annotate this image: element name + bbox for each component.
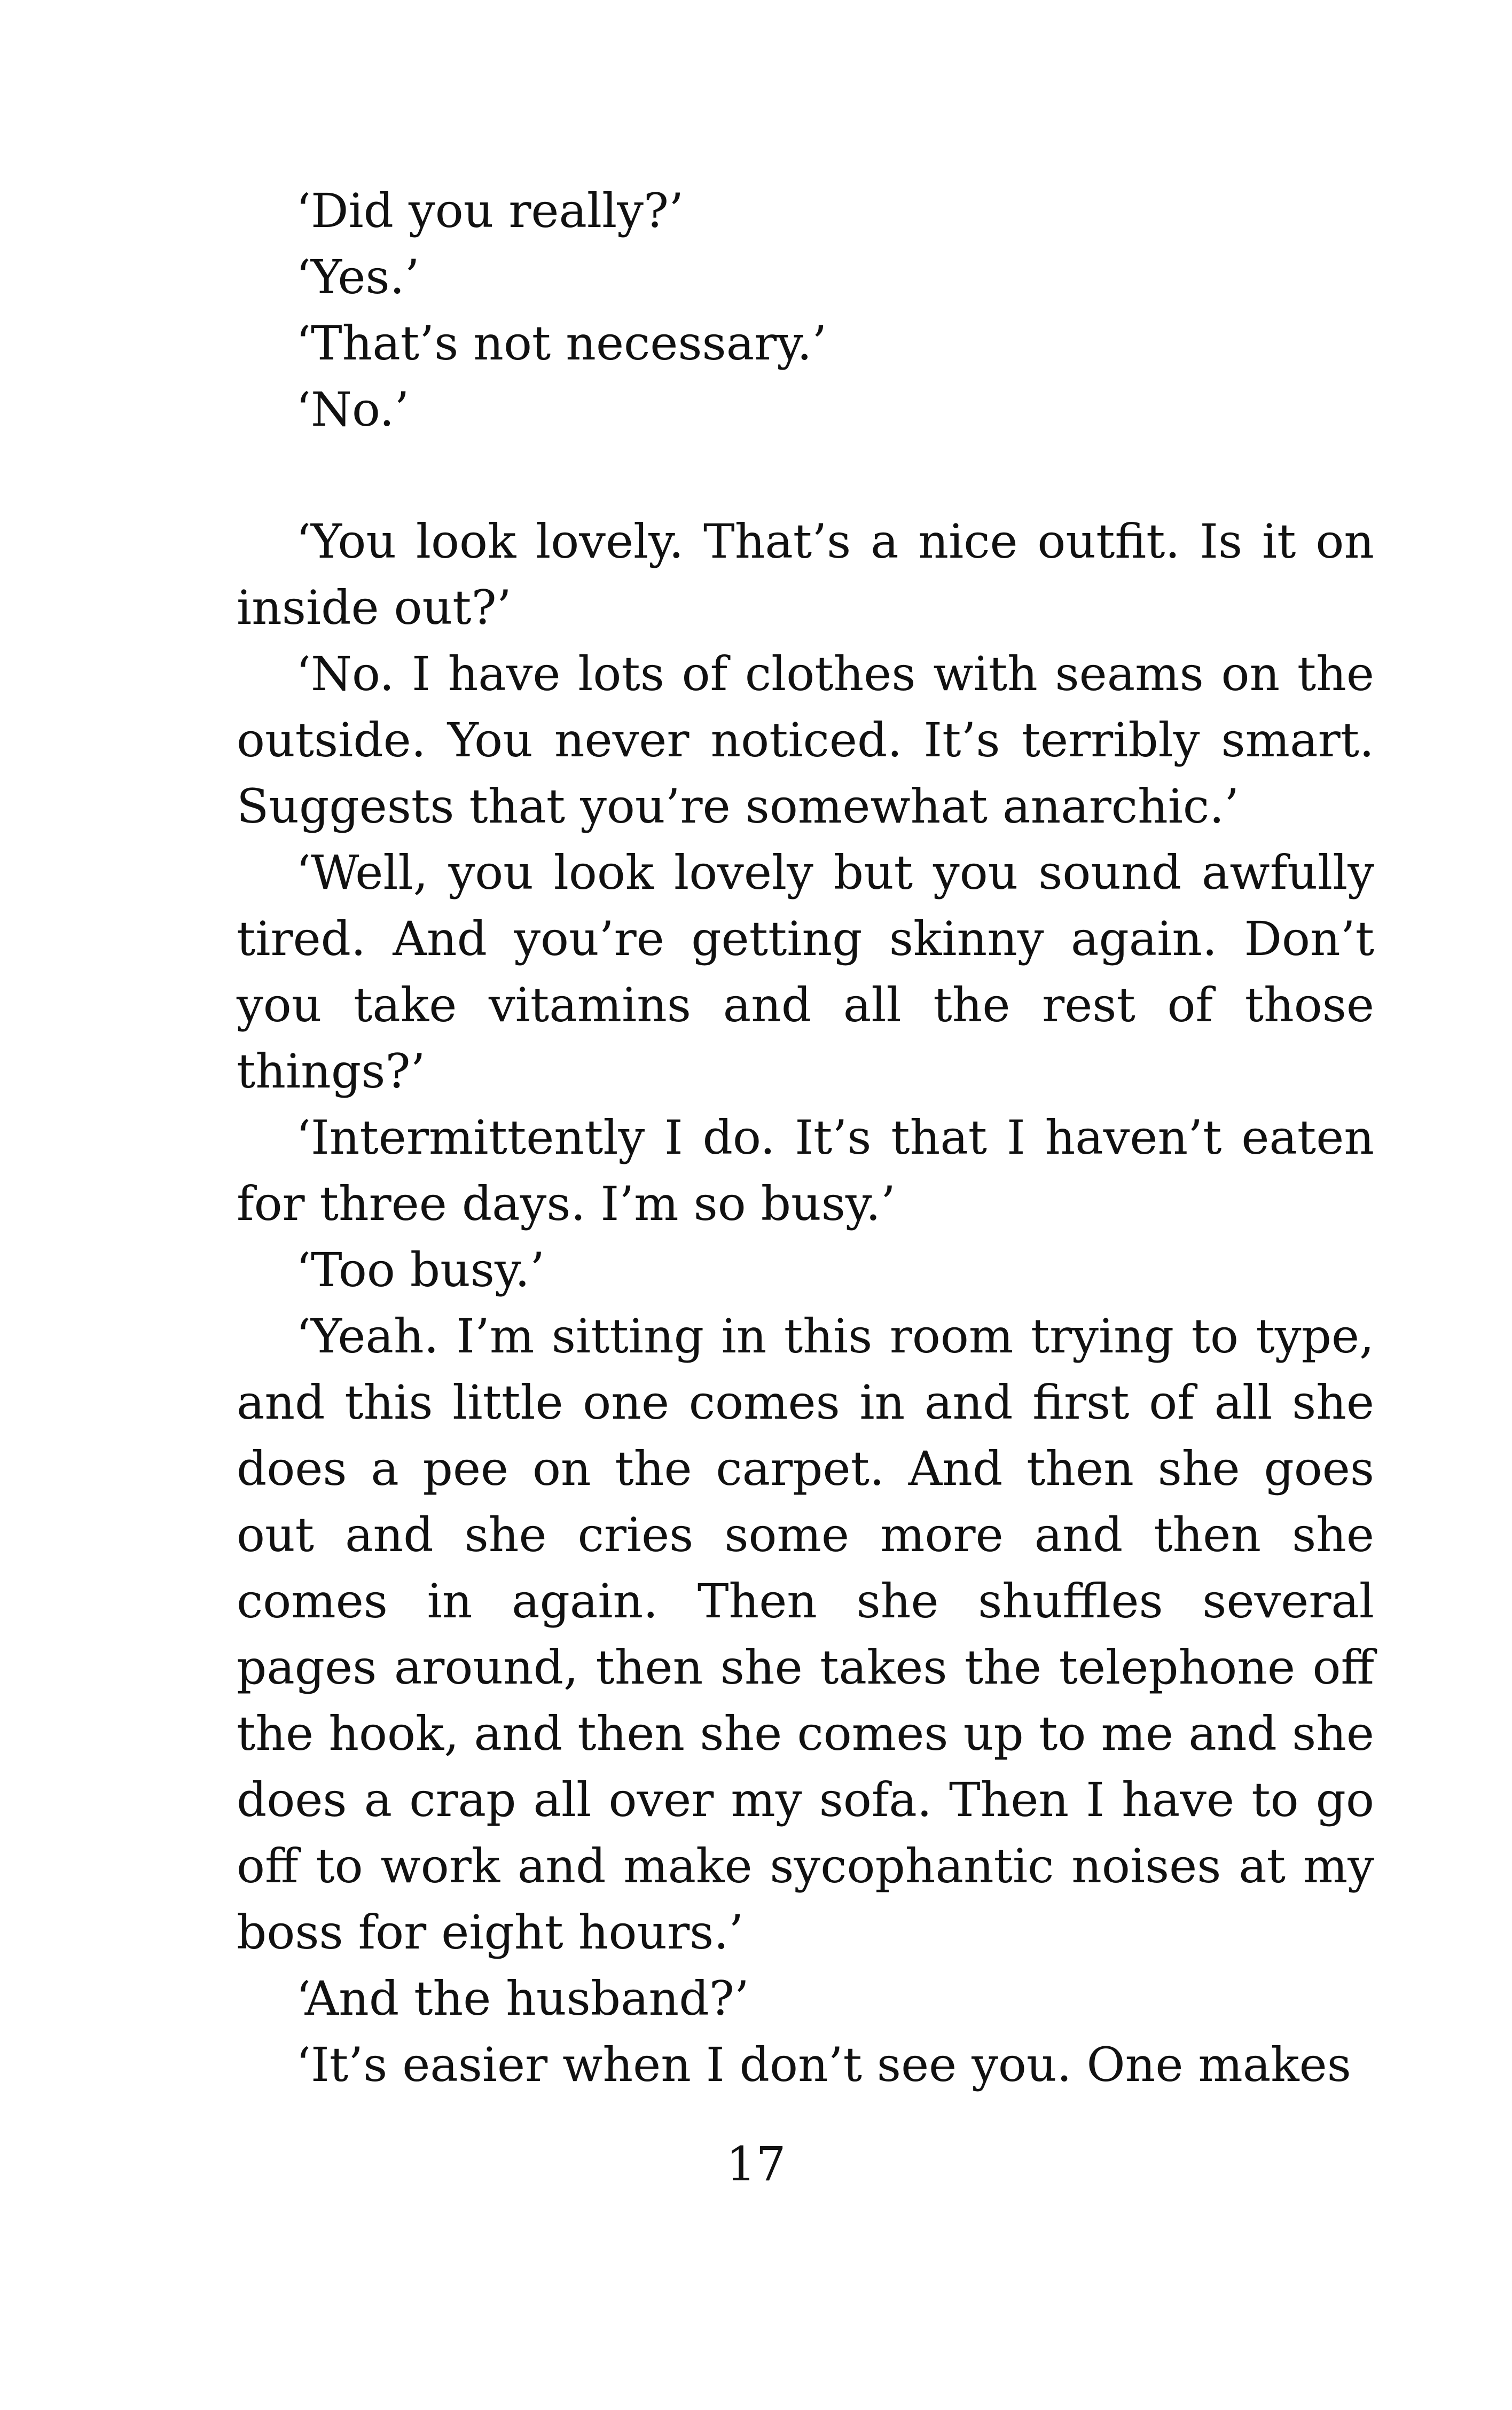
dialogue-paragraph: ‘Intermittently I do. It’s that I haven’t eaten for three days. I’m so busy.’ — [237, 1110, 1374, 1231]
dialogue-line: ‘Did you really?’ — [296, 183, 684, 238]
dialogue-line: ‘No.’ — [296, 382, 410, 437]
dialogue-paragraph: ‘Yeah. I’m sitting in this room trying to type, and this little one comes in and first of all she does a pee on the carpet. And then she goes out and she cries some more and then she comes in again. Then she shuffles several pages around, then she takes the telephone off the hook, and then she comes up to me and she does a crap all over my sofa. Then I have to go off to work and make sycophantic noises at my boss for eight hours.’ — [237, 1309, 1374, 1960]
dialogue-line: ‘Yes.’ — [296, 249, 420, 304]
dialogue-paragraph: ‘It’s easier when I don’t see you. One makes — [296, 2037, 1351, 2092]
dialogue-block-main — [237, 508, 1374, 2098]
dialogue-paragraph: ‘And the husband?’ — [296, 1971, 749, 2026]
dialogue-paragraph: ‘You look lovely. That’s a nice outfit. Is it on inside out?’ — [237, 514, 1374, 635]
dialogue-line: ‘That’s not necessary.’ — [296, 316, 827, 371]
page-number: 17 — [726, 2137, 786, 2192]
dialogue-paragraph: ‘Too busy.’ — [296, 1242, 545, 1297]
dialogue-block-top — [237, 178, 1374, 443]
dialogue-paragraph: ‘No. I have lots of clothes with seams on the outside. You never noticed. It’s terribly smart. Suggests that you’re somewhat anarchic.’ — [237, 646, 1374, 834]
dialogue-paragraph: ‘Well, you look lovely but you sound awfully tired. And you’re getting skinny again. Don’t you take vitamins and all the rest of those things?’ — [237, 845, 1374, 1099]
